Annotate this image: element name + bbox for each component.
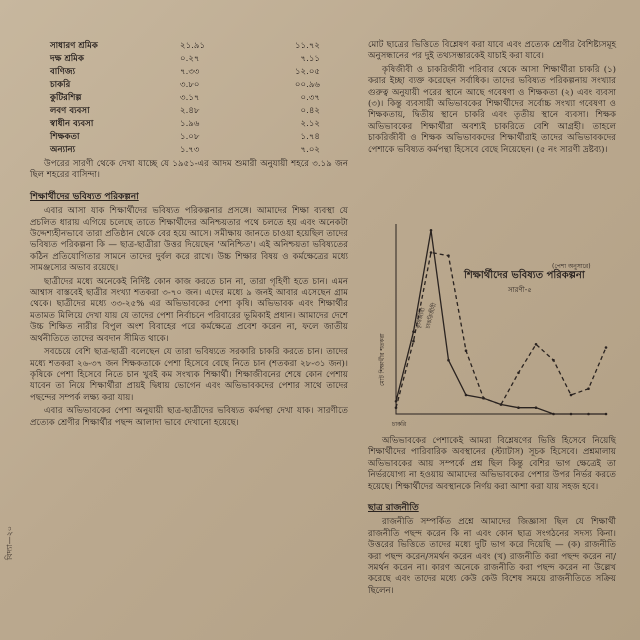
table-cell-urban: ৩.৮০ xyxy=(180,79,200,90)
left-paragraph-4: এবার অভিভাবকের পেশা অনুযায়ী ছাত্র-ছাত্রীদের ভবিষ্যত কর্মপন্থা দেখা যাক। সারণীতে প্রত্যেক শ্রেণীর শিক্ষার্থীর পছন্দ আলাদা ভাবে দেখানো হয়েছে। xyxy=(30,406,348,428)
chart-title: শিক্ষার্থীদের ভবিষ্যত পরিকল্পনা xyxy=(464,270,585,281)
chart-y-label: মোট শিক্ষার্থীর শতকরা xyxy=(379,333,386,386)
table-cell-label: স্বাধীন ব্যবসা xyxy=(50,118,94,129)
chart-svg xyxy=(368,196,618,432)
left-column xyxy=(30,40,348,431)
data-point xyxy=(570,413,573,416)
table-cell-urban: ১.৯৬ xyxy=(180,118,200,129)
data-point xyxy=(517,406,520,409)
table-cell-label: লবণ ব্যবসা xyxy=(50,105,90,116)
table-cell-urban: ২.৪৮ xyxy=(180,105,200,116)
data-point xyxy=(605,413,608,416)
data-point xyxy=(430,251,433,254)
left-paragraph-3: সবচেয়ে বেশি ছাত্র-ছাত্রী বলেছেন যে তারা ভবিষ্যতে সরকারি চাকরি করতে চান। তাদের মধ্যে শতকরা ২৬-৩৭ জন শিক্ষকতাকে পেশা হিসেবে বেছে নিতে চান (শতকরা ২৮-৩১ জন)। কৃষিকে পেশা হিসেবে নিতে চান খুবই কম সংখ্যক শিক্ষার্থী। শিক্ষাজীবনের শেষে কোন পেশায় যাবেন তা নিয়ে শিক্ষার্থীরা প্রায়ই দ্বিধায় ভোগেন এবং অভিভাবকদের পেশার সাথে তাদের পছন্দের সম্পর্ক লক্ষ্য করা যায়। xyxy=(30,347,348,403)
data-point xyxy=(412,340,415,343)
series-label-2: চাকরিজীবী xyxy=(424,302,439,330)
table-cell-label: দক্ষ শ্রমিক xyxy=(50,53,84,64)
table-cell-label: সাধারণ শ্রমিক xyxy=(50,40,98,51)
table-cell-label: চাকরি xyxy=(50,79,71,90)
table-cell-rural: ০০.৯৬ xyxy=(294,79,320,90)
table-cell-rural: ৭.১১ xyxy=(300,53,320,64)
data-point xyxy=(482,397,485,400)
table-cell-urban: ৩.১৭ xyxy=(180,92,200,103)
table-cell-rural: ১.৭৪ xyxy=(300,131,320,142)
table-row xyxy=(50,40,330,53)
right-column xyxy=(368,40,616,158)
table-cell-rural: ৭.০২ xyxy=(300,144,320,155)
table-cell-label: অন্যান্য xyxy=(50,144,76,155)
right-paragraph-1: মোট ছাত্রের ভিত্তিতে বিশ্লেষণ করা যাবে এবং প্রত্যেক শ্রেণীর বৈশিষ্ট্যসমূহ অনুসন্ধানের পর দুই তথ্যসম্ভারকেই যাচাই করা যাবে। xyxy=(368,40,616,62)
table-cell-urban: ১.০৮ xyxy=(180,131,200,142)
table-row xyxy=(50,53,330,66)
chart-x-label: চাকরি xyxy=(392,421,407,428)
page-side-label: বিদ্যা—২০ xyxy=(5,526,14,560)
table-cell-label: শিক্ষকতা xyxy=(50,131,80,142)
occupation-table xyxy=(50,40,330,157)
table-note: উপরের সারণী থেকে দেখা যাচ্ছে যে ১৯৫১-এর আদম শুমারী অনুযায়ী শহরে ৩.১৯ জন ছিল শহরের বাসিন্দা। xyxy=(30,159,348,181)
table-row xyxy=(50,66,330,79)
table-cell-rural: ১১.৭২ xyxy=(294,40,320,51)
right-column-lower xyxy=(368,436,616,599)
left-paragraph-1: এবার আসা যাক শিক্ষার্থীদের ভবিষ্যত পরিকল্পনার প্রসঙ্গে। আমাদের শিক্ষা ব্যবস্থা যে প্রচলিত ধারায় এগিয়ে চলেছে তাতে শিক্ষার্থীদের অনিশ্চয়তার পথে চলতে হয় এবং অনেকটা উদ্দেশ্যহীনভাবে তারা প্রতিষ্ঠান থেকে বের হয়ে আসে। সমীক্ষায় জানতে চাওয়া হয়েছিল তাদের ভবিষ্যত পরিকল্পনা কি — ছাত্র-ছাত্রীরা উত্তর দিয়েছেন 'অনিশ্চিত'। এই অনিশ্চয়তা ভবিষ্যতের কঠিন প্রতিযোগিতার সামনে তাদের দুর্বল করে রাখে। উচ্চ শিক্ষার বিষয় ও কর্মক্ষেত্রের মধ্যে সামঞ্জস্যের অভাব রয়েছে। xyxy=(30,206,348,274)
data-point xyxy=(465,349,468,352)
section-heading-future-plan: শিক্ষার্থীদের ভবিষ্যত পরিকল্পনা xyxy=(30,191,139,202)
data-point xyxy=(552,413,555,416)
data-point xyxy=(500,403,503,406)
table-cell-rural: ১২.০৫ xyxy=(294,66,320,77)
table-cell-label: বাণিজ্য xyxy=(50,66,76,77)
left-paragraph-2: ছাত্রীদের মধ্যে অনেকেই নির্দিষ্ট কোন কাজ করতে চান না, তারা গৃহিণী হতে চান। এমন আশ্বাস বাস্তবেই ছাত্রীর সংখ্যা শতকরা ৩-৭০ জন। এদের মধ্যে ৯ জনই আবার এসেছেন গ্রাম থেকে। ছাত্রীদের মধ্যে ৩৩-২৫% এর অভিভাবকের পেশা কৃষি। অভিভাবক এবং শিক্ষার্থীর মতামত মিলিয়ে দেখা যায় যে তাদের পেশা নির্বাচনে পরিবারের ভূমিকাই প্রধান। আমাদের দেশে উচ্চ শিক্ষিত নারীর বিপুল অংশ বিবাহের পরে কর্মক্ষেত্রে প্রবেশ করেন না, ফলে জাতীয় অর্থনীতিতে তাদের অবদান সীমিত থাকে। xyxy=(30,276,348,344)
table-cell-urban: ২১.৯১ xyxy=(180,40,206,51)
data-point xyxy=(412,330,415,333)
data-point xyxy=(430,229,433,232)
table-row xyxy=(50,131,330,144)
table-cell-label: কুটিরশিল্প xyxy=(50,92,82,103)
table-cell-rural: ২.১২ xyxy=(300,118,320,129)
table-cell-urban: ১.৭৩ xyxy=(180,144,200,155)
table-cell-urban: ৭.৩৩ xyxy=(180,66,200,77)
data-point xyxy=(552,359,555,362)
series-label-1: কৃষিজীবী xyxy=(414,307,427,330)
data-point xyxy=(587,413,590,416)
table-cell-rural: ০.৪২ xyxy=(300,105,320,116)
data-point xyxy=(447,359,450,362)
data-point xyxy=(395,400,398,403)
right-paragraph-2: কৃষিজীবী ও চাকরিজীবী পরিবার থেকে আসা শিক্ষার্থীরা চাকরি (১) করার ইচ্ছা ব্যক্ত করেছেন সর্বাধিক। তাদের ভবিষ্যত পরিকল্পনায় সংখ্যার গুরুত্ব অনুযায়ী পরের স্থানে আছে গবেষণা ও শিক্ষকতা (২) এবং ব্যবসা (৩)। কিন্তু ব্যবসায়ী অভিভাবকের শিক্ষার্থীদের সর্বোচ্চ সংখ্যা গবেষণা ও শিক্ষকতায়, দ্বিতীয় স্থানে চাকরি এবং তৃতীয় স্থানে ব্যবসা। শিক্ষক অভিভাবকের শিক্ষার্থীরা অবশ্যই চাকরিতে বেশি আগ্রহী। তাহলে চাকরিজীবী ও শিক্ষক অভিভাবকদের শিক্ষার্থীরাই তাদের অভিভাবকদের পেশাকে ভবিষ্যত কর্মপন্থা হিসেবে বেছে নিয়েছেন। (৫ নং সারণী দ্রষ্টব্য)। xyxy=(368,64,616,155)
table-cell-urban: ০.২৭ xyxy=(180,53,200,64)
data-point xyxy=(535,343,538,346)
future-plan-chart xyxy=(368,196,618,432)
table-row xyxy=(50,118,330,131)
data-point xyxy=(465,394,468,397)
right-paragraph-3: অভিভাবকের পেশাকেই আমরা বিশ্লেষণের ভিত্তি হিসেবে নিয়েছি শিক্ষার্থীদের পারিবারিক অবস্থানের (স্ট্যাটাস) সূচক হিসেবে। প্রশ্নমালায় অভিভাবকের আয় সম্পর্কে প্রশ্ন ছিল কিন্তু বেশির ভাগ ক্ষেত্রেই তা নির্ভরযোগ্য না হওয়ায় আমাদের অভিভাবকের পেশার উপর নির্ভর করতে হয়েছে। শিক্ষার্থীদের অবস্থানকে নির্ণয় করা আশা করা যায় সহজ হবে। xyxy=(368,436,616,492)
data-point xyxy=(587,387,590,390)
table-row xyxy=(50,105,330,118)
table-row xyxy=(50,92,330,105)
data-point xyxy=(605,346,608,349)
data-point xyxy=(517,372,520,375)
data-point xyxy=(570,394,573,397)
chart-table-ref: সারণী-৫ xyxy=(508,286,532,294)
data-point xyxy=(535,406,538,409)
data-point xyxy=(447,254,450,257)
chart-title-note: (পেশা অনুসারে) xyxy=(552,263,591,270)
table-row xyxy=(50,144,330,157)
table-row xyxy=(50,79,330,92)
data-point xyxy=(395,406,398,409)
section-heading-student-politics: ছাত্র রাজনীতি xyxy=(368,503,419,514)
right-paragraph-4: রাজনীতি সম্পর্কিত প্রশ্নে আমাদের জিজ্ঞাসা ছিল যে শিক্ষার্থী রাজনীতি পছন্দ করেন কি না এবং কোন ছাত্র সংগঠনের সদস্য কিনা। উত্তরের ভিত্তিতে তাদের মধ্যে দুটি ভাগ করে দিয়েছি — (ক) রাজনীতি করা পছন্দ করেন/সমর্থন করেন এবং (খ) রাজনীতি করা পছন্দ করেন না/সমর্থন করেন না। কারণ অনেকে রাজনীতি করা পছন্দ করেন না উল্লেখ করেছে এবং তাদের মধ্যে কেউ কেউ বিশেষ সময়ে রাজনীতিতে সক্রিয় ছিলেন। xyxy=(368,517,616,596)
table-cell-rural: ০.৩৭ xyxy=(300,92,320,103)
